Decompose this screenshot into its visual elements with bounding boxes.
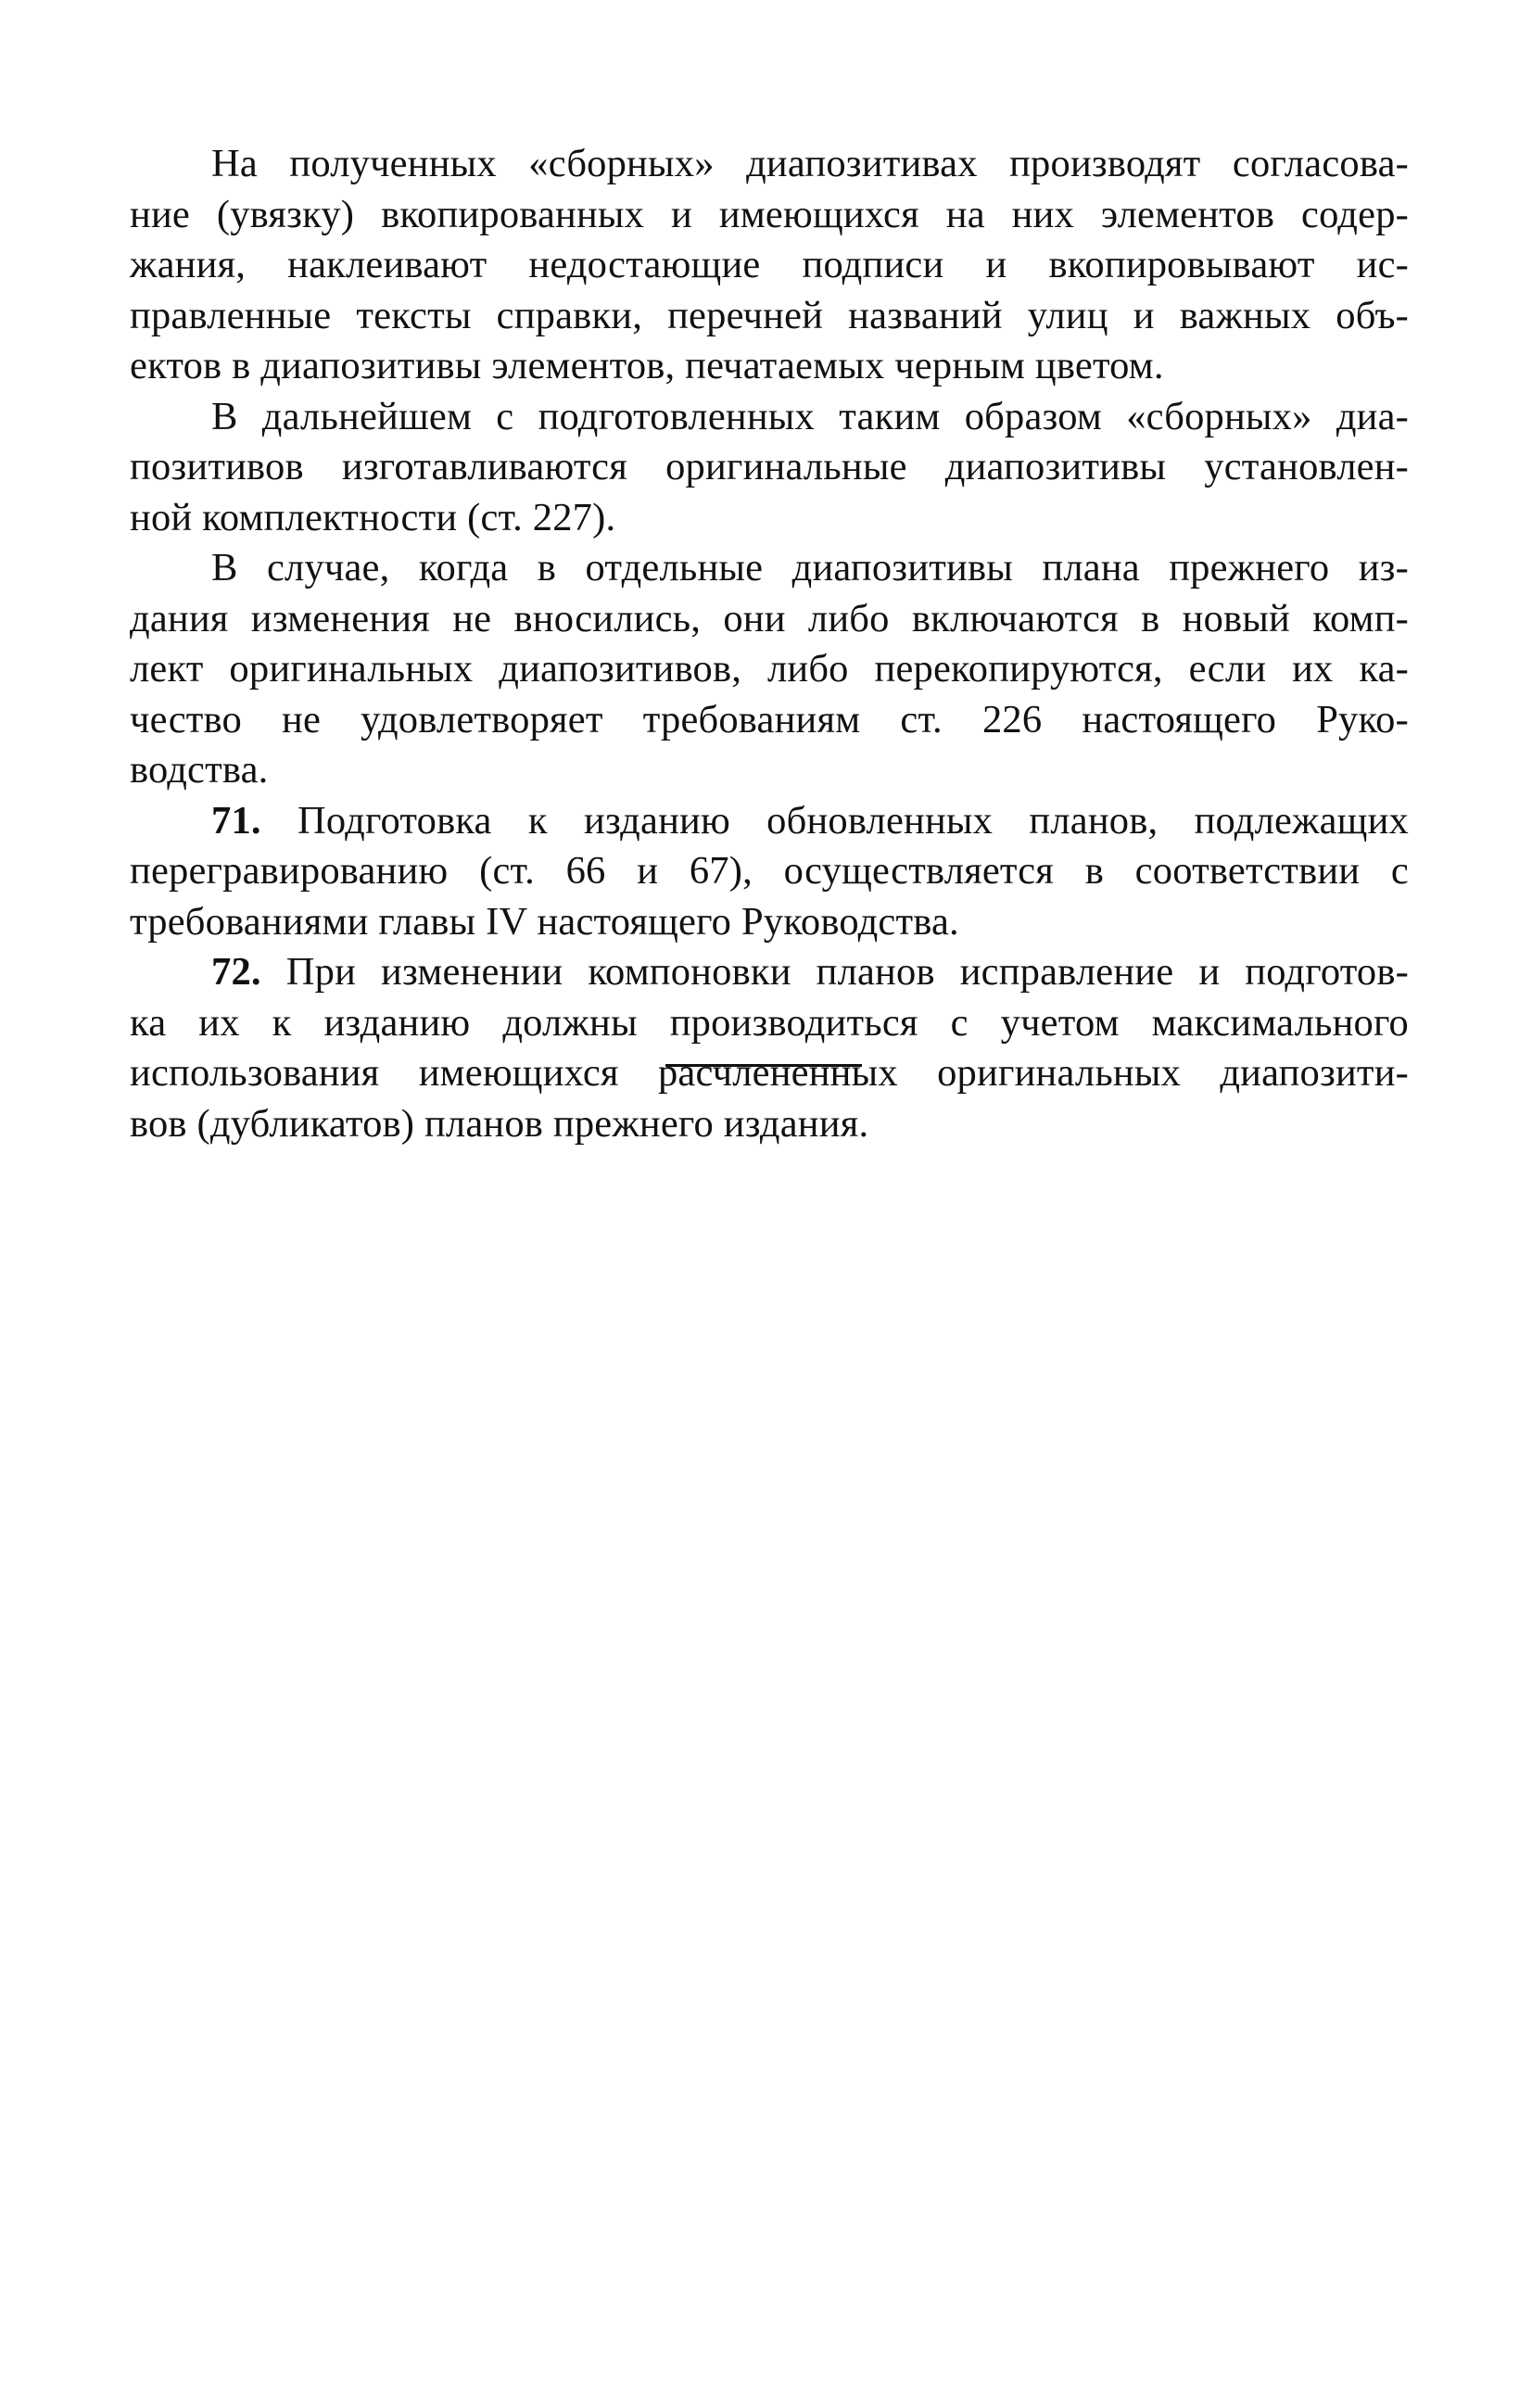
text-line: лект оригинальных диапозитивов, либо перекопируются, если их ка- xyxy=(130,647,1409,691)
text-line: чество не удовлетворяет требованиям ст. 226 настоящего Руко- xyxy=(130,697,1409,741)
end-divider xyxy=(665,1064,862,1067)
text-line: ной комплектности (ст. 227). xyxy=(130,495,616,539)
paragraph-1 xyxy=(130,139,1409,392)
paragraph-number: 71. xyxy=(211,798,261,843)
paragraph-71 xyxy=(130,796,1409,948)
paragraph-2 xyxy=(130,392,1409,544)
text-line: правленные тексты справки, перечней названий улиц и важных объ- xyxy=(130,293,1409,337)
text-line: На полученных «сборных» диапозитивах производят согласова- xyxy=(211,142,1409,185)
text-line: В случае, когда в отдельные диапозитивы плана прежнего из- xyxy=(211,546,1409,589)
paragraph-number: 72. xyxy=(211,950,261,994)
text-line xyxy=(130,796,1409,847)
text-line: использования имеющихся расчлененных оригинальных диапозити- xyxy=(130,1051,1409,1095)
text-line: ектов в диапозитивы элементов, печатаемых черным цветом. xyxy=(130,344,1164,387)
text-line: перегравированию (ст. 66 и 67), осуществляется в соответствии с xyxy=(130,849,1409,893)
text-line: В дальнейшем с подготовленных таким образом «сборных» диа- xyxy=(211,394,1409,438)
text-line: жания, наклеивают недостающие подписи и вкопировывают ис- xyxy=(130,243,1409,286)
text-line-content: При изменении компоновки планов исправление и подготов- xyxy=(285,950,1410,994)
text-line: ние (увязку) вкопированных и имеющихся на них элементов содер- xyxy=(130,192,1409,236)
text-line-content: Подготовка к изданию обновленных планов, подлежащих xyxy=(298,798,1409,843)
text-line: требованиями главы IV настоящего Руководства. xyxy=(130,899,959,944)
text-line: позитивов изготавливаются оригинальные диапозитивы установлен- xyxy=(130,445,1409,488)
text-line xyxy=(130,947,1409,998)
paragraph-3 xyxy=(130,543,1409,796)
text-line: вов (дубликатов) планов прежнего издания. xyxy=(130,1101,869,1146)
paragraph-72 xyxy=(130,947,1409,1149)
text-line: дания изменения не вносились, они либо включаются в новый комп- xyxy=(130,596,1409,640)
text-line: ка их к изданию должны производиться с учетом максимального xyxy=(130,1000,1409,1045)
text-line: водства. xyxy=(130,748,269,792)
document-body xyxy=(130,139,1409,1149)
